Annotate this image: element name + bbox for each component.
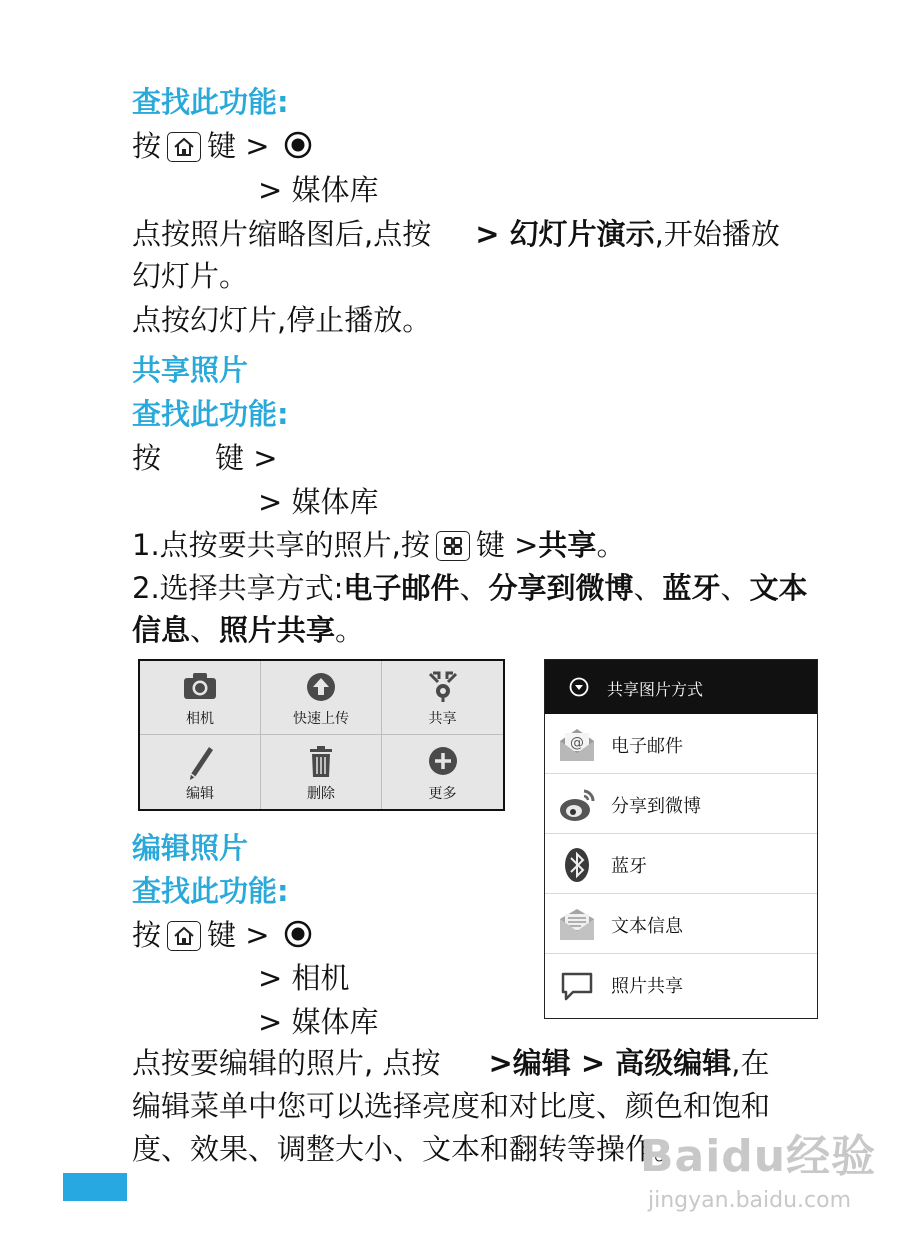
slideshow-instruction-cont: 幻灯片。: [132, 259, 249, 293]
share-option-label: 分享到微博: [611, 796, 701, 817]
edit-instruction-cont2: 度、效果、调整大小、文本和翻转等操作。: [132, 1132, 684, 1166]
edit-photo-title: 编辑照片: [132, 831, 249, 865]
step2-end: 。: [335, 613, 365, 647]
step2-sep: 、: [190, 613, 220, 647]
step1-share-label: 共享: [538, 528, 597, 562]
message-icon: [557, 905, 597, 945]
share-step-2: [132, 570, 808, 606]
edit-menu-path: >编辑 > 高级编辑: [488, 1046, 732, 1080]
edit-text-c: ,在: [731, 1046, 770, 1080]
edit-instruction: [132, 1045, 769, 1081]
chat-icon: [557, 965, 597, 1005]
stop-instruction: 点按幻灯片,停止播放。: [132, 303, 432, 337]
step2-text-msg-cont: 信息: [132, 613, 191, 647]
email-icon: [557, 725, 597, 765]
share-option-bluetooth[interactable]: [545, 834, 817, 894]
pencil-icon: [185, 745, 215, 783]
step2-email: 电子邮件: [343, 571, 460, 605]
plus-icon: [427, 745, 459, 777]
share-option-label: 电子邮件: [611, 736, 683, 757]
apps-target-icon: [283, 130, 313, 160]
find-feature-heading: 查找此功能:: [132, 874, 289, 908]
watermark-url: jingyan.baidu.com: [648, 1188, 852, 1213]
share-option-weibo[interactable]: [545, 774, 817, 834]
step2-bluetooth: 蓝牙: [662, 571, 721, 605]
share-step-1: [132, 527, 625, 563]
bluetooth-icon: [557, 845, 597, 885]
menu-item-label: 编辑: [186, 786, 214, 802]
slideshow-text-c: ,开始播放: [654, 217, 780, 251]
menu-item-label: 更多: [428, 786, 457, 802]
dialog-header: [545, 660, 817, 714]
slideshow-menu-path: > 幻灯片演示: [475, 217, 655, 251]
menu-item-camera[interactable]: [140, 661, 261, 735]
menu-item-label: 共享: [428, 711, 457, 727]
svg-text:@: @: [570, 735, 584, 751]
key-text: 键 >: [215, 441, 278, 475]
menu-item-label: 快速上传: [293, 711, 349, 727]
slideshow-instruction: [132, 216, 780, 252]
step2-sep: 、: [633, 571, 663, 605]
find-feature-heading: 查找此功能:: [132, 85, 289, 119]
share-step-2-cont: [132, 612, 364, 648]
step1-key-text: 键 >: [475, 528, 539, 562]
menu-item-share[interactable]: [382, 661, 503, 735]
menu-item-edit[interactable]: [140, 735, 261, 809]
menu-item-delete[interactable]: [261, 735, 382, 809]
press-text: 按: [132, 441, 162, 475]
trash-icon: [308, 745, 334, 779]
menu-item-quick-upload[interactable]: [261, 661, 382, 735]
nav-path-line: [132, 917, 313, 953]
step2-text-msg: 文本: [749, 571, 808, 605]
share-option-photo-share[interactable]: [545, 954, 817, 1014]
edit-text-a: 点按要编辑的照片, 点按: [132, 1046, 441, 1080]
share-icon: [426, 671, 460, 703]
step2-text: 2.选择共享方式:: [132, 571, 344, 605]
gallery-path: > 媒体库: [258, 173, 379, 207]
share-option-text-message[interactable]: [545, 894, 817, 954]
gallery-path: > 媒体库: [258, 1005, 379, 1039]
find-feature-heading: 查找此功能:: [132, 397, 289, 431]
home-key-icon: [167, 921, 201, 951]
step1-end: 。: [596, 528, 626, 562]
photo-menu-panel: [138, 659, 505, 811]
page-tab: [63, 1173, 127, 1201]
share-option-email[interactable]: [545, 714, 817, 774]
step2-weibo: 分享到微博: [488, 571, 634, 605]
watermark-brand: Baidu经验: [640, 1131, 877, 1182]
menu-item-label: 删除: [307, 786, 335, 802]
share-option-label: 文本信息: [611, 916, 683, 937]
dialog-title: 共享图片方式: [607, 680, 704, 699]
dropdown-circle-icon: [569, 677, 589, 697]
share-option-label: 蓝牙: [611, 856, 647, 877]
nav-path-line: [132, 440, 278, 476]
edit-instruction-cont: 编辑菜单中您可以选择亮度和对比度、颜色和饱和: [132, 1089, 771, 1123]
menu-item-more[interactable]: [382, 735, 503, 809]
key-text: 键 >: [207, 918, 270, 952]
camera-icon: [182, 671, 218, 701]
step2-photo-share: 照片共享: [219, 613, 336, 647]
apps-target-icon: [283, 919, 313, 949]
press-text: 按: [132, 918, 162, 952]
weibo-icon: [557, 785, 597, 825]
key-text: 键 >: [207, 129, 270, 163]
share-photo-title: 共享照片: [132, 353, 249, 387]
home-key-icon: [167, 132, 201, 162]
gallery-path: > 媒体库: [258, 485, 379, 519]
slideshow-text-a: 点按照片缩略图后,点按: [132, 217, 432, 251]
press-text: 按: [132, 129, 162, 163]
step2-sep: 、: [720, 571, 750, 605]
upload-icon: [305, 671, 337, 703]
camera-path: > 相机: [258, 961, 350, 995]
share-option-label: 照片共享: [611, 976, 683, 997]
step1-text: 1.点按要共享的照片,按: [132, 528, 430, 562]
share-method-dialog: [544, 659, 818, 1019]
menu-key-icon: [436, 531, 470, 561]
menu-item-label: 相机: [186, 711, 214, 727]
nav-path-line: [132, 128, 313, 164]
step2-sep: 、: [459, 571, 489, 605]
